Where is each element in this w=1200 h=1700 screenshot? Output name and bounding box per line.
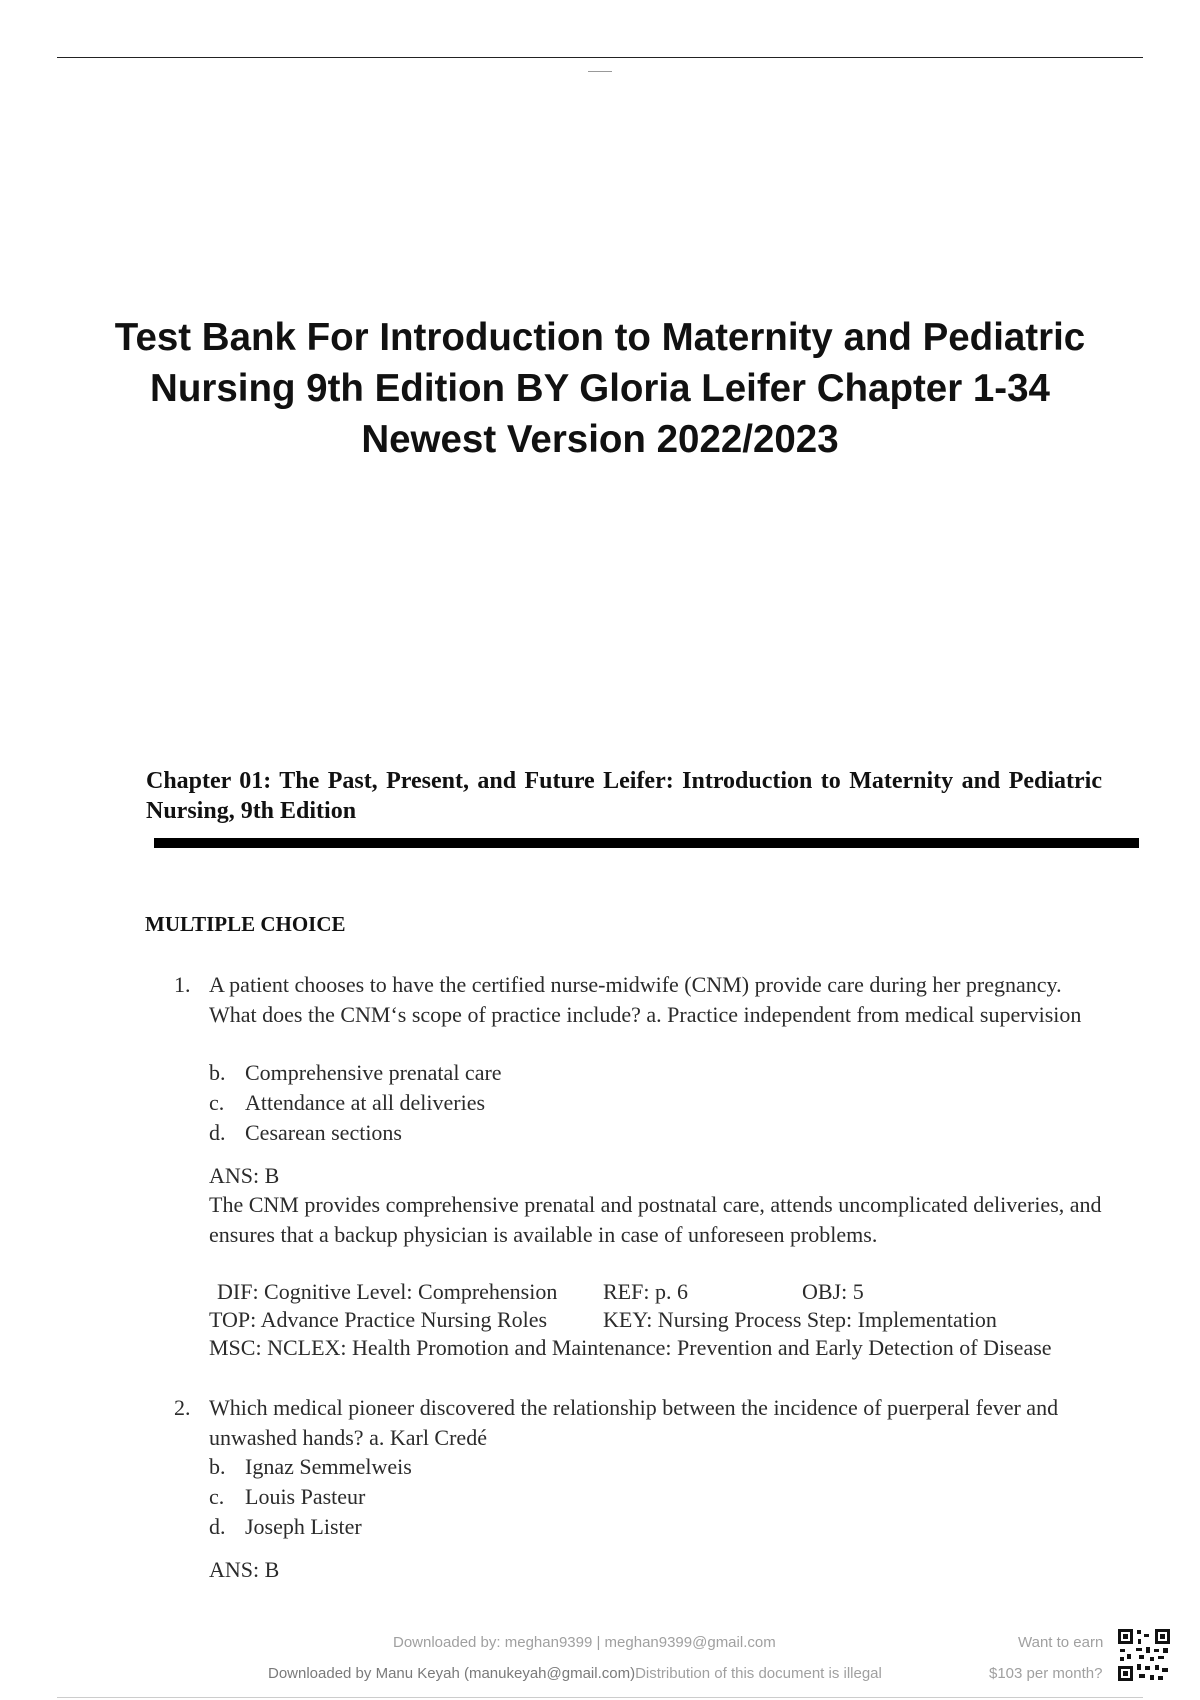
option-d [209, 1512, 362, 1542]
header-mark [588, 71, 612, 72]
topic: TOP: Advance Practice Nursing Roles [209, 1307, 548, 1332]
document-title [70, 312, 1130, 465]
question-stem: Which medical pioneer discovered the relationship between the incidence of puerperal fever and unwashed hands? a. Karl Credé [209, 1395, 1059, 1450]
chapter-divider [154, 838, 1139, 848]
option-text: Ignaz Semmelweis [245, 1454, 412, 1479]
title-line-3: Newest Version 2022/2023 [361, 418, 839, 461]
option-text: Comprehensive prenatal care [245, 1060, 502, 1085]
option-letter: d. [209, 1514, 226, 1539]
chapter-heading: Chapter 01: The Past, Present, and Future Leifer: Introduction to Maternity and Pediatric Nursing, 9th Edition [146, 768, 1102, 824]
option-text: Attendance at all deliveries [245, 1090, 486, 1115]
option-d [209, 1118, 402, 1148]
reference: REF: p. 6 [603, 1279, 688, 1304]
option-letter: b. [209, 1060, 226, 1085]
option-c [209, 1088, 485, 1118]
option-letter: b. [209, 1454, 226, 1479]
question-1 [0, 970, 1200, 1370]
question-2 [0, 1393, 1200, 1593]
title-line-1: Test Bank For Introduction to Maternity and Pediatric [114, 316, 1086, 359]
option-c [209, 1482, 365, 1512]
option-b [209, 1452, 412, 1482]
header-rule [57, 57, 1143, 58]
option-letter: d. [209, 1120, 226, 1145]
option-letter: c. [209, 1484, 225, 1509]
footer-earn-line-1: Want to earn [1018, 1634, 1104, 1651]
section-heading: MULTIPLE CHOICE [145, 912, 346, 936]
footer-downloaded-by-2 [268, 1665, 882, 1682]
option-b [209, 1058, 502, 1088]
rationale: The CNM provides comprehensive prenatal and postnatal care, attends uncomplicated deliveries, and ensures that a backup physician is available in case of unforeseen problems. [209, 1192, 1102, 1247]
option-text: Cesarean sections [245, 1120, 402, 1145]
objective: OBJ: 5 [802, 1279, 864, 1304]
answer: ANS: B [209, 1557, 280, 1582]
footer-downloaded-by: Downloaded by: meghan9399 | meghan9399@gmail.com [393, 1634, 776, 1651]
option-text: Louis Pasteur [245, 1484, 366, 1509]
difficulty: DIF: Cognitive Level: Comprehension [217, 1279, 558, 1304]
footer-earn-line-2: $103 per month? [989, 1665, 1103, 1682]
key: KEY: Nursing Process Step: Implementation [603, 1307, 997, 1332]
footer-rule [57, 1697, 1143, 1698]
option-text: Joseph Lister [245, 1514, 362, 1539]
question-number: 2. [174, 1395, 191, 1420]
msc: MSC: NCLEX: Health Promotion and Maintenance: Prevention and Early Detection of Disease [209, 1335, 1052, 1360]
answer: ANS: B [209, 1163, 280, 1188]
question-stem: A patient chooses to have the certified nurse-midwife (CNM) provide care during her pregnancy. What does the CNM‘s scope of practice include? a. Practice independent from medical supervision [209, 972, 1082, 1027]
footer-downloader: Downloaded by Manu Keyah (manukeyah@gmail.com) [268, 1665, 636, 1682]
footer-distribution: Distribution of this document is illegal [635, 1665, 882, 1682]
question-number: 1. [174, 972, 191, 997]
title-line-2: Nursing 9th Edition BY Gloria Leifer Chapter 1-34 [150, 367, 1050, 410]
qr-code-icon[interactable] [1117, 1628, 1171, 1682]
option-letter: c. [209, 1090, 225, 1115]
